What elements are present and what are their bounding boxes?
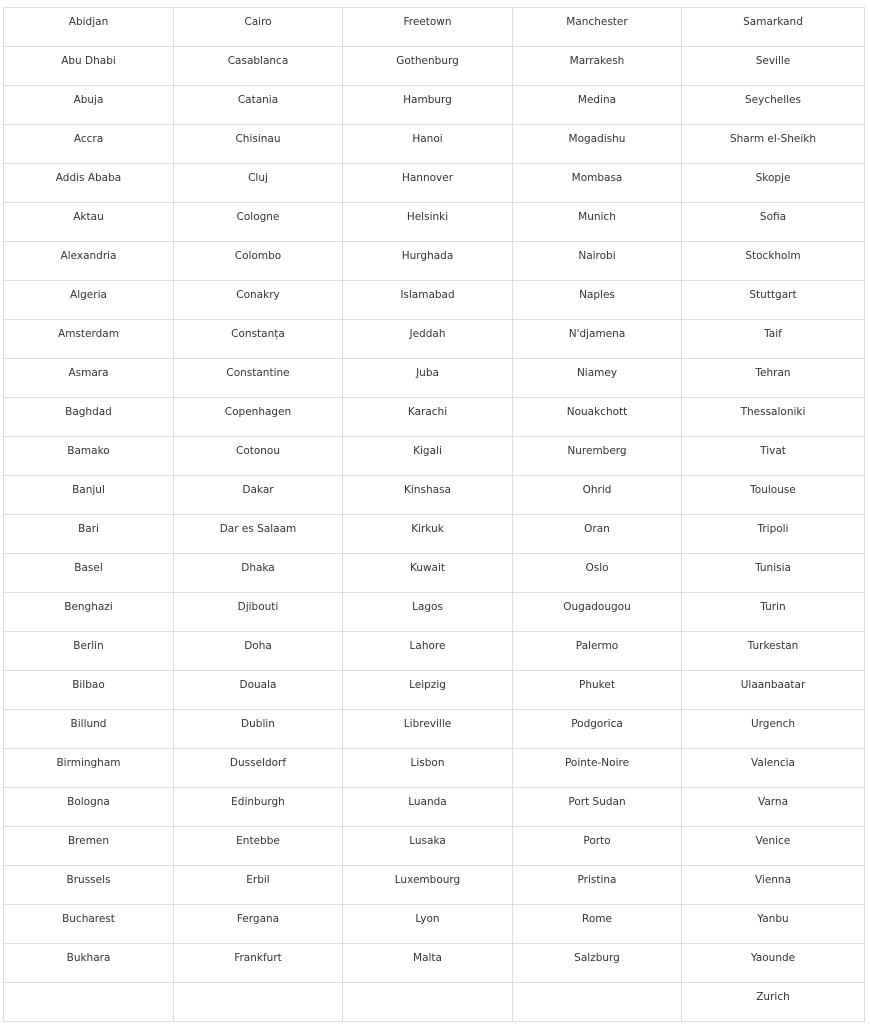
city-cell: Cluj <box>174 164 343 203</box>
city-cell: Fergana <box>174 905 343 944</box>
city-cell: Bucharest <box>4 905 174 944</box>
city-cell: Taif <box>682 320 865 359</box>
city-cell: Thessaloniki <box>682 398 865 437</box>
city-cell: Nairobi <box>513 242 682 281</box>
city-cell: Alexandria <box>4 242 174 281</box>
table-row <box>4 710 865 749</box>
table-row <box>4 398 865 437</box>
table-row <box>4 749 865 788</box>
city-cell: Pointe-Noire <box>513 749 682 788</box>
city-cell: Conakry <box>174 281 343 320</box>
city-cell: N'djamena <box>513 320 682 359</box>
city-cell: Cairo <box>174 8 343 47</box>
city-cell: Birmingham <box>4 749 174 788</box>
city-cell: Gothenburg <box>343 47 513 86</box>
city-cell: Leipzig <box>343 671 513 710</box>
table-row <box>4 827 865 866</box>
table-row <box>4 125 865 164</box>
city-cell: Baghdad <box>4 398 174 437</box>
city-cell: Tripoli <box>682 515 865 554</box>
city-cell: Frankfurt <box>174 944 343 983</box>
city-cell: Juba <box>343 359 513 398</box>
city-cell: Djibouti <box>174 593 343 632</box>
city-cell: Urgench <box>682 710 865 749</box>
city-cell: Edinburgh <box>174 788 343 827</box>
city-cell: Turkestan <box>682 632 865 671</box>
city-cell: Kirkuk <box>343 515 513 554</box>
city-cell: Tivat <box>682 437 865 476</box>
city-cell: Bari <box>4 515 174 554</box>
city-cell: Casablanca <box>174 47 343 86</box>
table-row <box>4 944 865 983</box>
city-cell: Kigali <box>343 437 513 476</box>
city-cell: Marrakesh <box>513 47 682 86</box>
city-cell <box>4 983 174 1022</box>
table-row <box>4 242 865 281</box>
table-row <box>4 86 865 125</box>
city-cell: Yaounde <box>682 944 865 983</box>
city-cell: Mogadishu <box>513 125 682 164</box>
city-cell: Luanda <box>343 788 513 827</box>
city-cell <box>174 983 343 1022</box>
city-cell: Vienna <box>682 866 865 905</box>
city-cell: Karachi <box>343 398 513 437</box>
city-cell: Munich <box>513 203 682 242</box>
city-cell: Cotonou <box>174 437 343 476</box>
table-row <box>4 788 865 827</box>
city-cell: Douala <box>174 671 343 710</box>
city-cell: Seychelles <box>682 86 865 125</box>
city-cell: Jeddah <box>343 320 513 359</box>
table-row <box>4 866 865 905</box>
table-row <box>4 905 865 944</box>
city-cell: Abidjan <box>4 8 174 47</box>
table-row <box>4 281 865 320</box>
city-cell: Constanța <box>174 320 343 359</box>
city-cell: Basel <box>4 554 174 593</box>
city-cell: Billund <box>4 710 174 749</box>
city-cell: Kinshasa <box>343 476 513 515</box>
city-cell: Kuwait <box>343 554 513 593</box>
city-cell: Oslo <box>513 554 682 593</box>
city-cell: Cologne <box>174 203 343 242</box>
city-cell: Ougadougou <box>513 593 682 632</box>
city-cell: Lusaka <box>343 827 513 866</box>
city-cell: Luxembourg <box>343 866 513 905</box>
city-cell: Berlin <box>4 632 174 671</box>
city-cell: Turin <box>682 593 865 632</box>
city-cell <box>513 983 682 1022</box>
city-cell: Ohrid <box>513 476 682 515</box>
city-cell: Chisinau <box>174 125 343 164</box>
city-cell: Doha <box>174 632 343 671</box>
city-cell: Valencia <box>682 749 865 788</box>
city-cell: Mombasa <box>513 164 682 203</box>
city-cell: Aktau <box>4 203 174 242</box>
city-cell: Islamabad <box>343 281 513 320</box>
city-cell: Tunisia <box>682 554 865 593</box>
city-cell: Accra <box>4 125 174 164</box>
city-cell: Helsinki <box>343 203 513 242</box>
city-cell: Dublin <box>174 710 343 749</box>
city-cell: Pristina <box>513 866 682 905</box>
city-cell: Colombo <box>174 242 343 281</box>
city-cell: Porto <box>513 827 682 866</box>
city-cell: Dar es Salaam <box>174 515 343 554</box>
city-cell: Palermo <box>513 632 682 671</box>
table-row <box>4 554 865 593</box>
city-cell: Abuja <box>4 86 174 125</box>
city-cell: Hamburg <box>343 86 513 125</box>
city-cell: Dakar <box>174 476 343 515</box>
city-cell: Bilbao <box>4 671 174 710</box>
city-cell: Bamako <box>4 437 174 476</box>
city-cell: Sofia <box>682 203 865 242</box>
city-cell: Seville <box>682 47 865 86</box>
city-cell: Copenhagen <box>174 398 343 437</box>
city-cell: Libreville <box>343 710 513 749</box>
city-cell: Bremen <box>4 827 174 866</box>
table-row <box>4 632 865 671</box>
city-cell: Oran <box>513 515 682 554</box>
city-cell: Phuket <box>513 671 682 710</box>
city-cell: Yanbu <box>682 905 865 944</box>
city-cell: Dusseldorf <box>174 749 343 788</box>
city-cell: Skopje <box>682 164 865 203</box>
table-row <box>4 593 865 632</box>
city-cell: Stockholm <box>682 242 865 281</box>
city-cell: Venice <box>682 827 865 866</box>
city-cell <box>343 983 513 1022</box>
city-cell: Varna <box>682 788 865 827</box>
city-cell: Podgorica <box>513 710 682 749</box>
table-row <box>4 320 865 359</box>
table-row <box>4 8 865 47</box>
city-cell: Nouakchott <box>513 398 682 437</box>
city-cell: Tehran <box>682 359 865 398</box>
city-cell: Erbil <box>174 866 343 905</box>
city-cell: Rome <box>513 905 682 944</box>
table-row <box>4 671 865 710</box>
city-cell: Samarkand <box>682 8 865 47</box>
table-row <box>4 515 865 554</box>
city-cell: Lahore <box>343 632 513 671</box>
city-cell: Benghazi <box>4 593 174 632</box>
city-cell: Hurghada <box>343 242 513 281</box>
city-cell: Dhaka <box>174 554 343 593</box>
city-cell: Ulaanbaatar <box>682 671 865 710</box>
city-cell: Stuttgart <box>682 281 865 320</box>
table-row <box>4 164 865 203</box>
city-cell: Addis Ababa <box>4 164 174 203</box>
city-cell: Hanoi <box>343 125 513 164</box>
city-cell: Niamey <box>513 359 682 398</box>
city-cell: Constantine <box>174 359 343 398</box>
table-row <box>4 437 865 476</box>
city-cell: Bukhara <box>4 944 174 983</box>
table-row <box>4 47 865 86</box>
city-cell: Banjul <box>4 476 174 515</box>
city-cell: Abu Dhabi <box>4 47 174 86</box>
city-cell: Algeria <box>4 281 174 320</box>
city-cell: Amsterdam <box>4 320 174 359</box>
city-cell: Medina <box>513 86 682 125</box>
city-cell: Hannover <box>343 164 513 203</box>
city-cell: Catania <box>174 86 343 125</box>
city-cell: Salzburg <box>513 944 682 983</box>
table-row <box>4 359 865 398</box>
city-cell: Entebbe <box>174 827 343 866</box>
city-cell: Malta <box>343 944 513 983</box>
city-cell: Manchester <box>513 8 682 47</box>
city-cell: Bologna <box>4 788 174 827</box>
table-row <box>4 203 865 242</box>
cities-table-body <box>4 8 865 1022</box>
table-row <box>4 476 865 515</box>
city-cell: Lagos <box>343 593 513 632</box>
table-row <box>4 983 865 1022</box>
city-cell: Port Sudan <box>513 788 682 827</box>
city-cell: Toulouse <box>682 476 865 515</box>
city-cell: Freetown <box>343 8 513 47</box>
city-cell: Lisbon <box>343 749 513 788</box>
city-cell: Sharm el-Sheikh <box>682 125 865 164</box>
city-cell: Zurich <box>682 983 865 1022</box>
city-cell: Brussels <box>4 866 174 905</box>
city-cell: Asmara <box>4 359 174 398</box>
city-cell: Lyon <box>343 905 513 944</box>
cities-table <box>3 7 865 1022</box>
city-cell: Nuremberg <box>513 437 682 476</box>
city-cell: Naples <box>513 281 682 320</box>
